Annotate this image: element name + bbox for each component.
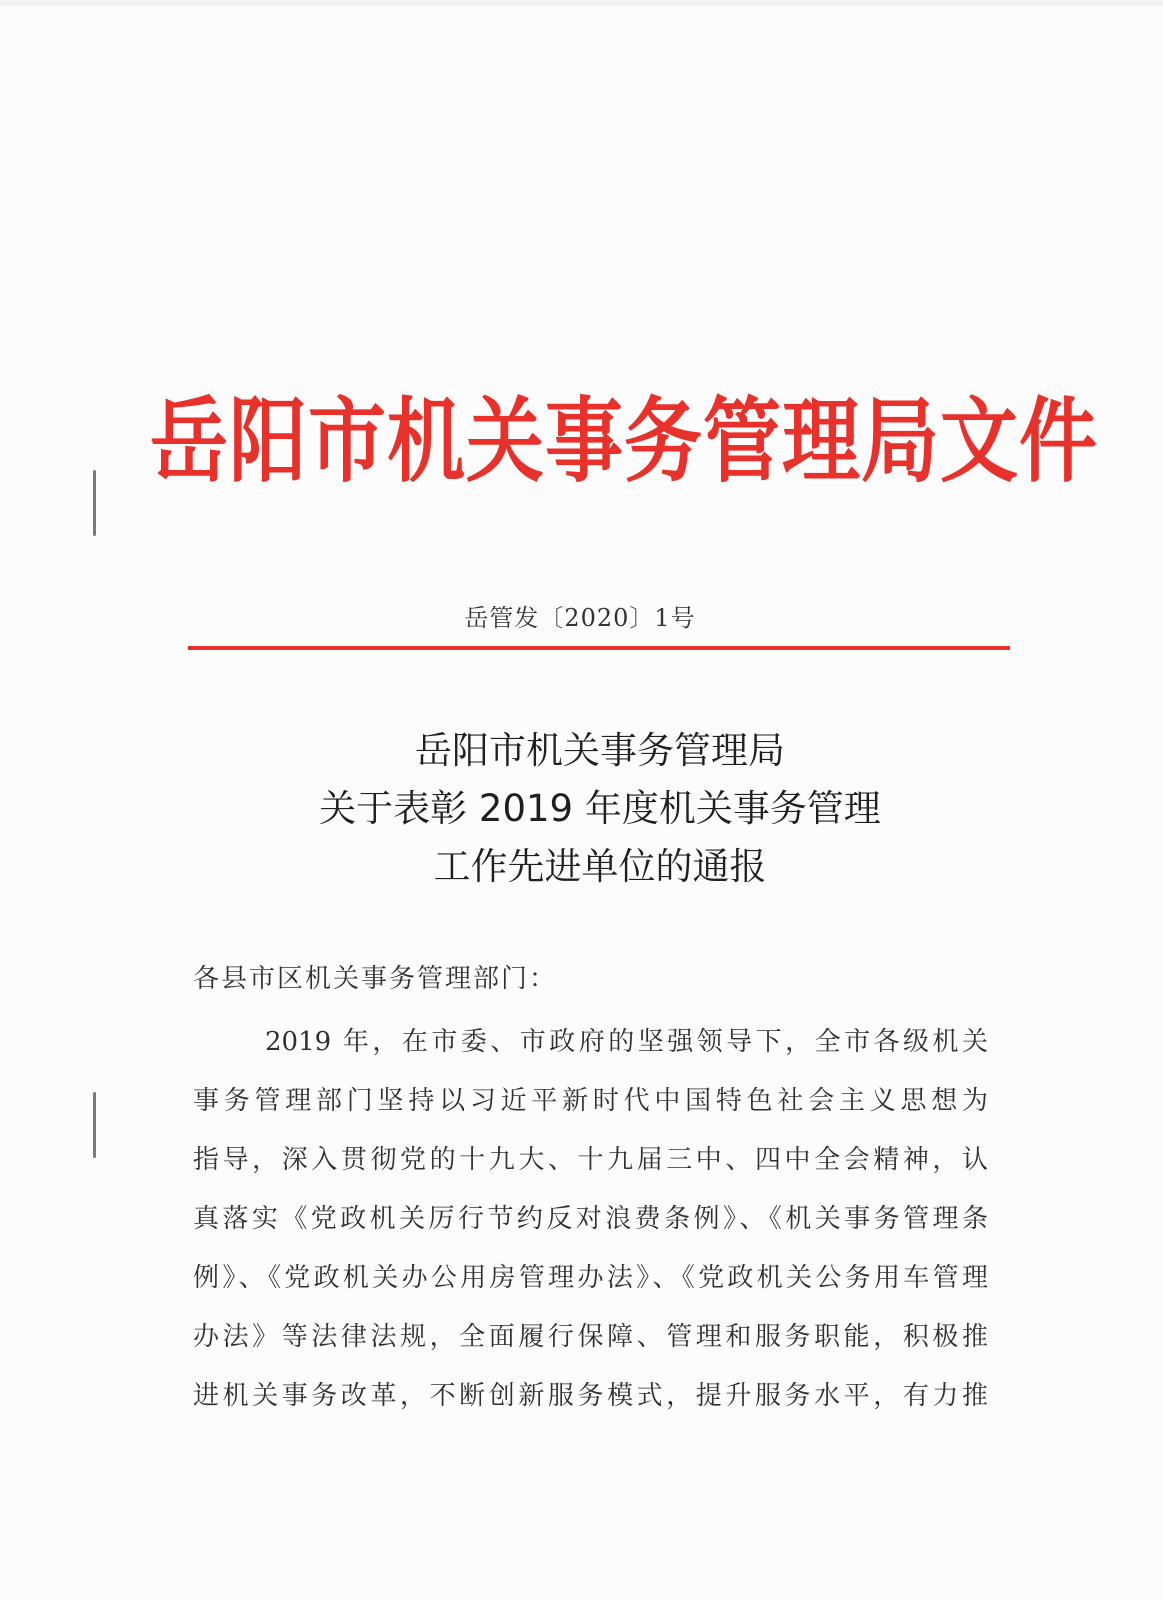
staple-mark-bottom (93, 1092, 96, 1158)
body-line: 2019 年，在市委、市政府的坚强领导下，全市各级机关 (265, 1027, 988, 1057)
notice-title-line: 关于表彰 2019 年度机关事务管理 (319, 787, 881, 830)
body-text (193, 1013, 993, 1426)
body-line: 进机关事务改革，不断创新服务模式，提升服务水平，有力推 (193, 1381, 988, 1411)
body-line: 事务管理部门坚持以习近平新时代中国特色社会主义思想为 (193, 1086, 988, 1116)
staple-mark-top (93, 470, 96, 536)
issuer-title: 岳阳市机关事务管理局文件 (150, 388, 1099, 496)
notice-title-line: 岳阳市机关事务管理局 (415, 729, 785, 772)
document-number: 岳管发〔2020〕1号 (464, 604, 696, 632)
notice-title-line: 工作先进单位的通报 (433, 845, 767, 888)
notice-title (180, 722, 1020, 896)
salutation: 各县市区机关事务管理部门： (193, 964, 558, 994)
red-separator-line (188, 646, 1010, 650)
body-line: 办法》等法律法规，全面履行保障、管理和服务职能，积极推 (193, 1322, 988, 1352)
scan-top-edge (0, 0, 1163, 6)
body-line: 指导，深入贯彻党的十九大、十九届三中、四中全会精神，认 (193, 1145, 988, 1175)
body-line: 真落实《党政机关厉行节约反对浪费条例》、《机关事务管理条 (193, 1204, 988, 1234)
body-line: 例》、《党政机关办公用房管理办法》、《党政机关公务用车管理 (193, 1263, 988, 1293)
